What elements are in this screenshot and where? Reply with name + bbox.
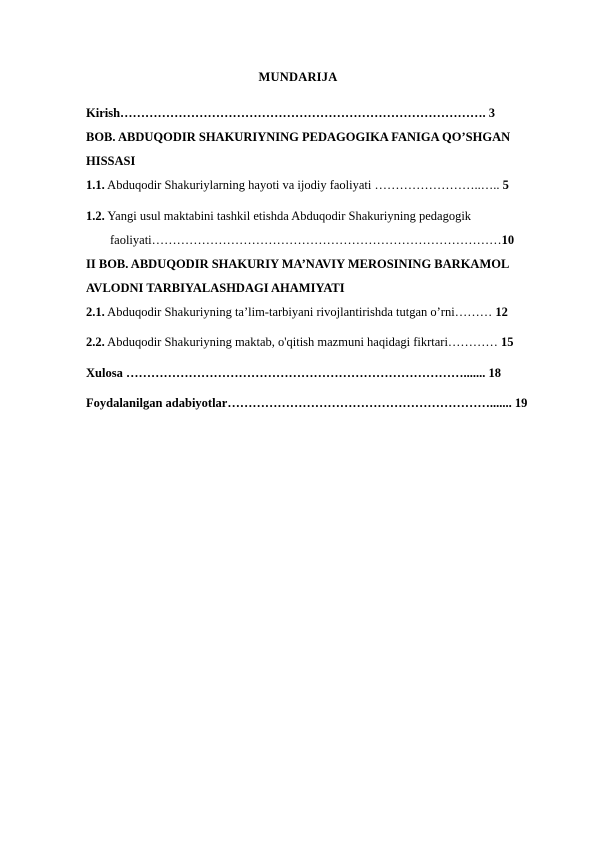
toc-entry-kirish: Kirish……………………………………………………………………………. 3 — [86, 106, 496, 120]
section-number: 1.1. — [86, 178, 105, 192]
page-number: 15 — [501, 335, 514, 349]
toc-entry-xulosa: Xulosa ………………………………………………………………………....... 18 — [86, 366, 501, 380]
section-number: 1.2. — [86, 209, 105, 223]
toc-chapter1-title-cont: HISSASI — [86, 154, 136, 168]
toc-entry-2-1 — [86, 305, 566, 320]
toc-chapter2-title: II BOB. ABDUQODIR SHAKURIY MA’NAVIY MEROSINING BARKAMOL — [86, 257, 510, 271]
toc-chapter1-title: BOB. ABDUQODIR SHAKURIYNING PEDAGOGIKA FANIGA QO’SHGAN — [86, 130, 511, 144]
toc-entry-1-2 — [86, 209, 566, 224]
toc-entry-1-2-cont — [110, 233, 566, 248]
section-title: Abduqodir Shakuriylarning hayoti va ijodiy faoliyati ……………………..….. — [104, 178, 503, 192]
section-title: Yangi usul maktabini tashkil etishda Abduqodir Shakuriyning pedagogik — [104, 209, 472, 223]
section-title: Abduqodir Shakuriyning ta’lim-tarbiyani rivojlantirishda tutgan o’rni……… — [104, 305, 496, 319]
page-number: 12 — [495, 305, 508, 319]
toc-title: MUNDARIJA — [258, 70, 338, 84]
page-number: 10 — [501, 233, 515, 247]
toc-chapter2-title-cont: AVLODNI TARBIYALASHDAGI AHAMIYATI — [86, 281, 345, 295]
toc-entry-2-2 — [86, 335, 566, 350]
page-number: 5 — [502, 178, 509, 192]
section-title-cont: faoliyati………………………………………………………………………… — [110, 233, 502, 247]
toc-entry-adabiyotlar: Foydalanilgan adabiyotlar………………………………………………………....... 19 — [86, 396, 528, 410]
toc-entry-1-1 — [86, 178, 566, 193]
section-number: 2.1. — [86, 305, 105, 319]
section-number: 2.2. — [86, 335, 105, 349]
section-title: Abduqodir Shakuriyning maktab, o'qitish mazmuni haqidagi fikrtari………… — [104, 335, 502, 349]
